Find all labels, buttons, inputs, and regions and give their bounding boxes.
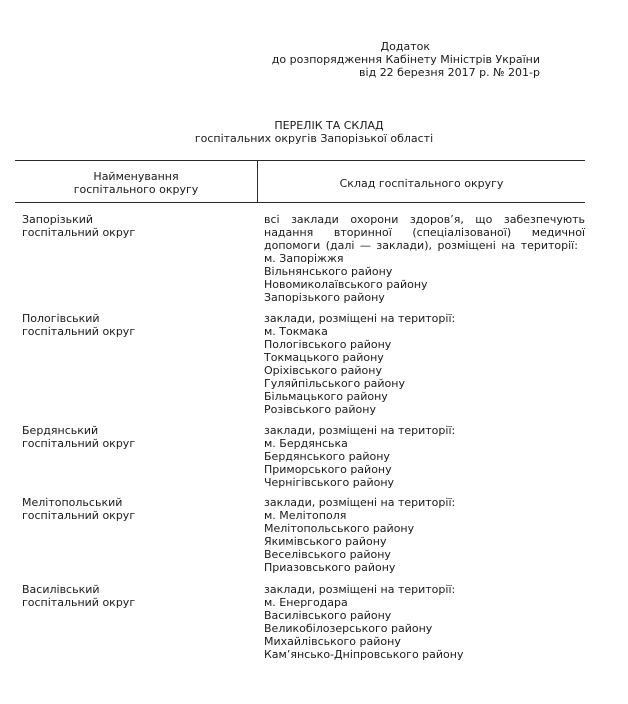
header-annex-label: Додаток <box>380 40 430 53</box>
column-header-composition: Склад госпітального округу <box>339 177 504 190</box>
list-item: Мелітопольського району <box>264 522 415 535</box>
composition-lead: заклади, розміщені на території: <box>264 496 456 509</box>
list-item: Пологівського району <box>264 338 392 351</box>
district-composition <box>264 583 585 661</box>
list-item: Вільнянського району <box>264 265 393 278</box>
list-item: м. Мелітополя <box>264 509 347 522</box>
list-item: Якимівського району <box>264 535 387 548</box>
header-order-date: від 22 березня 2017 р. № 201-р <box>359 66 540 79</box>
district-composition <box>264 312 585 416</box>
list-item: Кам’янсько-Дніпровського району <box>264 648 464 661</box>
column-header-district-name: Найменування госпітального округу <box>73 170 199 196</box>
list-item: Приазовського району <box>264 561 396 574</box>
list-item: Оріхівського району <box>264 364 382 377</box>
district-name: Василівський госпітальний округ <box>22 583 136 609</box>
composition-lead: всі заклади охорони здоров’я, що забезпечують надання вторинної (спеціалізованої) медичної допомоги (далі — заклади), розміщені на території: <box>264 213 585 252</box>
list-item: Михайлівського району <box>264 635 401 648</box>
list-item: Розівського району <box>264 403 376 416</box>
list-item: Веселівського району <box>264 548 391 561</box>
list-item: Більмацького району <box>264 390 388 403</box>
composition-lead: заклади, розміщені на території: <box>264 424 456 437</box>
list-item: Гуляйпільського району <box>264 377 405 390</box>
list-item: Василівського району <box>264 609 392 622</box>
composition-lead: заклади, розміщені на території: <box>264 312 456 325</box>
list-item: м. Бердянська <box>264 437 348 450</box>
district-composition <box>264 424 585 489</box>
title-subtitle: госпітальних округів Запорізької області <box>194 132 434 145</box>
district-name: Пологівський госпітальний округ <box>22 312 136 338</box>
header-order-reference: до розпорядження Кабінету Міністрів України <box>271 53 540 66</box>
list-item: Чернігівського району <box>264 476 395 489</box>
district-name: Запорізький госпітальний округ <box>22 213 136 239</box>
title-main: ПЕРЕЛІК ТА СКЛАД <box>274 119 384 132</box>
document-header <box>240 40 540 79</box>
list-item: Новомиколаївського району <box>264 278 428 291</box>
table-header-bottom-rule <box>15 202 585 203</box>
list-item: м. Токмака <box>264 325 328 338</box>
list-item: Запорізького району <box>264 291 385 304</box>
district-name: Бердянський госпітальний округ <box>22 424 136 450</box>
district-name: Мелітопольський госпітальний округ <box>22 496 136 522</box>
list-item: м. Запоріжжя <box>264 252 344 265</box>
district-composition <box>264 213 585 304</box>
list-item: м. Енергодара <box>264 596 348 609</box>
composition-lead: заклади, розміщені на території: <box>264 583 456 596</box>
list-item: Приморського району <box>264 463 392 476</box>
list-item: Бердянського району <box>264 450 390 463</box>
district-composition <box>264 496 585 574</box>
list-item: Токмацького району <box>264 351 384 364</box>
document-title <box>0 119 628 145</box>
list-item: Великобілозерського району <box>264 622 433 635</box>
table-top-rule <box>15 160 585 161</box>
